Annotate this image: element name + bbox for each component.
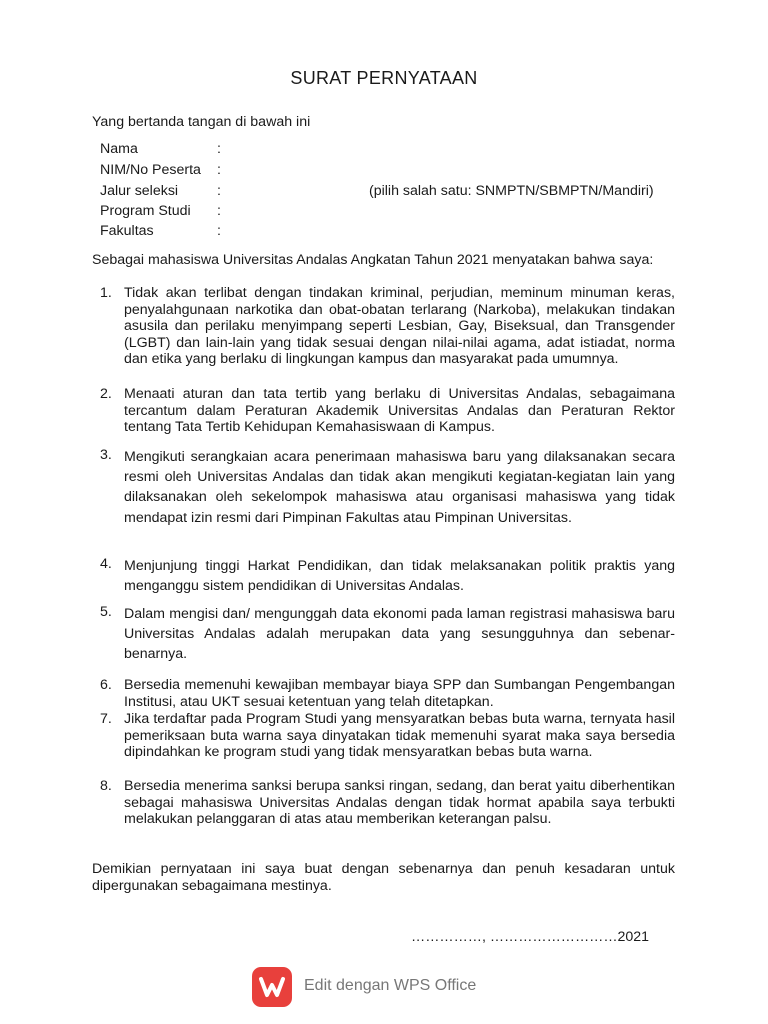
item-number: 2. bbox=[100, 386, 112, 402]
field-label: Jalur seleksi bbox=[100, 183, 179, 199]
statement-lead: Sebagai mahasiswa Universitas Andalas Angkatan Tahun 2021 menyatakan bahwa saya: bbox=[92, 252, 654, 268]
item-number: 1. bbox=[100, 285, 112, 301]
item-text: Bersedia menerima sanksi berupa sanksi ringan, sedang, dan berat yaitu diberhentikan sebagai mahasiswa Universitas Andalas dengan tidak hormat apabila saya terbukti melakukan pelanggaran di atas atau memberikan keterangan palsu. bbox=[124, 778, 675, 828]
item-number: 5. bbox=[100, 604, 112, 620]
item-text: Tidak akan terlibat dengan tindakan kriminal, perjudian, meminum minuman keras, penyalahgunaan narkotika dan obat-obatan terlarang (Narkoba), melakukan tindakan asusila dan perilaku menyimpang seperti Lesbian, Gay, Biseksual, dan Transgender (LGBT) dan lain-lain yang tidak sesuai dengan nilai-nilai agama, adat istiadat, norma dan etika yang berlaku di lingkungan kampus dan masyarakat pada umumnya. bbox=[124, 285, 675, 368]
item-text: Dalam mengisi dan/ mengunggah data ekonomi pada laman registrasi mahasiswa baru Universitas Andalas adalah merupakan data yang sesungguhnya dan sebenar- benarnya. bbox=[124, 606, 675, 663]
item-text: Menaati aturan dan tata tertib yang berlaku di Universitas Andalas, sebagaimana tercantum dalam Peraturan Akademik Universitas Andalas dan Peraturan Rektor tentang Tata Tertib Kehidupan Kemahasiswaan di Kampus. bbox=[124, 386, 675, 436]
wps-office-logo-icon[interactable] bbox=[252, 967, 292, 1007]
intro-text: Yang bertanda tangan di bawah ini bbox=[92, 114, 311, 130]
item-number: 7. bbox=[100, 711, 112, 727]
item-text: Jika terdaftar pada Program Studi yang mensyaratkan bebas buta warna, ternyata hasil pemeriksaan buta warna saya dinyatakan tidak memenuhi syarat maka saya bersedia dipindahkan ke program studi yang tidak mensyaratkan bebas buta warna. bbox=[124, 711, 675, 761]
item-text: Menjunjung tinggi Harkat Pendidikan, dan tidak melaksanakan politik praktis yang menganggu sistem pendidikan di Universitas Andalas. bbox=[124, 558, 675, 595]
item-number: 3. bbox=[100, 447, 112, 463]
field-colon: : bbox=[217, 223, 221, 239]
document-title: SURAT PERNYATAAN bbox=[290, 68, 478, 88]
item-number: 8. bbox=[100, 778, 112, 794]
field-label: Program Studi bbox=[100, 203, 191, 219]
field-colon: : bbox=[217, 203, 221, 219]
field-label: NIM/No Peserta bbox=[100, 162, 201, 178]
field-label: Nama bbox=[100, 141, 138, 157]
field-label: Fakultas bbox=[100, 223, 154, 239]
wps-edit-link[interactable]: Edit dengan WPS Office bbox=[304, 977, 477, 994]
field-colon: : bbox=[217, 162, 221, 178]
item-text: Bersedia memenuhi kewajiban membayar biaya SPP dan Sumbangan Pengembangan Institusi, atau UKT sesuai ketentuan yang telah ditetapkan. bbox=[124, 677, 675, 710]
selection-path-note: (pilih salah satu: SNMPTN/SBMPTN/Mandiri) bbox=[369, 183, 654, 199]
field-colon: : bbox=[217, 141, 221, 157]
field-colon: : bbox=[217, 183, 221, 199]
item-text: Mengikuti serangkaian acara penerimaan mahasiswa baru yang dilaksanakan secara resmi oleh Universitas Andalas dan tidak akan mengikuti kegiatan-kegiatan lain yang dilaksanakan oleh sekelompok mahasiswa atau organisasi mahasiswa yang tidak mendapat izin resmi dari Pimpinan Fakultas atau Pimpinan Universitas. bbox=[124, 449, 675, 526]
closing-text: Demikian pernyataan ini saya buat dengan sebenarnya dan penuh kesadaran untuk dipergunakan sebagaimana mestinya. bbox=[92, 861, 675, 894]
date-placeholder: ……………, ………………………2021 bbox=[411, 929, 650, 945]
item-number: 6. bbox=[100, 677, 112, 693]
item-number: 4. bbox=[100, 556, 112, 572]
